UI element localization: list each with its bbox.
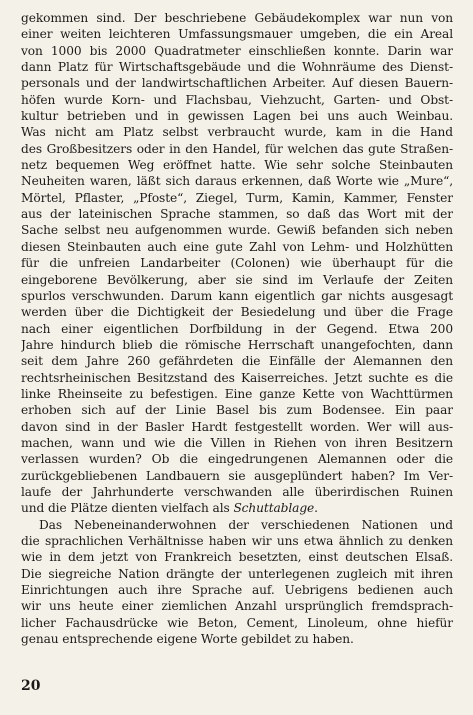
text-line: des Großbesitzers oder in den Handel, für welchen das gute Straßen-	[21, 141, 453, 156]
emphasized-term: Schuttablage	[233, 501, 315, 516]
text-line: dann Platz für Wirtschaftsgebäude und die Wohnräume des Dienst-	[21, 60, 453, 75]
text-line: Was nicht am Platz selbst verbraucht wurde, kam in die Hand	[21, 125, 453, 140]
text-line: Die siegreiche Nation drängte der unterlegenen zugleich mit ihren	[21, 566, 453, 581]
text-line: kultur betrieben und in gewissen Lagen bei uns auch Weinbau.	[21, 109, 453, 124]
text-line: Sache selbst neu aufgenommen wurde. Gewiß befanden sich neben	[21, 223, 453, 238]
text-line: personals und der landwirtschaftlichen Arbeiter. Auf diesen Bauern-	[21, 76, 453, 91]
text-line: rechtsrheinischen Besitzstand des Kaiserreiches. Jetzt suchte es die	[21, 370, 453, 385]
text-line: Jahre hindurch blieb die römische Herrschaft unangefochten, dann	[21, 337, 453, 352]
text-line: von 1000 bis 2000 Quadratmeter einschließen konnte. Darin war	[21, 43, 453, 58]
text-line: einer weiten leichteren Umfassungsmauer umgeben, die ein Areal	[21, 27, 453, 42]
paragraph-1	[21, 10, 453, 517]
text-line: eingeborene Bevölkerung, aber sie sind im Verlaufe der Zeiten	[21, 272, 453, 287]
text-line: wir uns heute einer ziemlichen Anzahl ursprünglich fremdsprach-	[21, 599, 453, 614]
text-line: die sprachlichen Verhältnisse haben wir uns etwa ähnlich zu denken	[21, 534, 453, 548]
text-line: erhoben sich auf der Linie Basel bis zum Bodensee. Ein paar	[21, 403, 453, 418]
text-line: wie in dem jetzt von Frankreich besetzten, einst deutschen Elsaß.	[21, 550, 453, 565]
text-line: aus der lateinischen Sprache stammen, so daß das Wort mit der	[21, 207, 453, 222]
text-line: licher Fachausdrücke wie Beton, Cement, Linoleum, ohne hiefür	[21, 615, 453, 630]
text-line: Mörtel, Pflaster, „Pfoste“, Ziegel, Turm, Kamin, Kammer, Fenster	[21, 190, 453, 205]
text-line: werden über die Dichtigkeit der Besiedelung und über die Frage	[21, 305, 453, 320]
text-line: nach einer eigentlichen Dorfbildung in der Gegend. Etwa 200	[21, 321, 453, 336]
line-suffix: .	[314, 501, 318, 516]
text-line: zurückgebliebenen Landbauern sie ausgeplündert haben? Im Ver-	[21, 468, 453, 483]
text-line: genau entsprechende eigene Worte gebildet zu haben.	[21, 632, 354, 647]
text-line: Neuheiten waren, läßt sich daraus erkennen, daß Worte wie „Mure“,	[21, 174, 453, 189]
paragraph-2	[21, 517, 453, 648]
text-line: verlassen wurden? Ob die eingedrungenen Alemannen oder die	[21, 452, 453, 467]
page-number: 20	[21, 678, 41, 694]
text-line: davon sind in der Basler Hardt festgestellt worden. Wer will aus-	[21, 419, 453, 434]
text-line: gekommen sind. Der beschriebene Gebäudekomplex war nun von	[21, 11, 453, 25]
text-line: für die unfreien Landarbeiter (Colonen) wie überhaupt für die	[21, 256, 453, 271]
text-line: linke Rheinseite zu befestigen. Eine ganze Kette von Wachttürmen	[21, 386, 453, 401]
body-text	[21, 10, 453, 647]
text-line: seit dem Jahre 260 gefährdeten die Einfälle der Alemannen den	[21, 354, 453, 369]
line-prefix: und die Plätze dienten vielfach als	[21, 501, 234, 516]
text-line: Das Nebeneinanderwohnen der verschiedenen Nationen und	[39, 517, 453, 532]
text-line: diesen Steinbauten auch eine gute Zahl von Lehm- und Holzhütten	[21, 239, 453, 254]
text-line: höfen wurde Korn- und Flachsbau, Viehzucht, Garten- und Obst-	[21, 92, 453, 107]
text-line: netz bequemen Weg eröffnet hatte. Wie sehr solche Steinbauten	[21, 158, 453, 173]
text-line: Einrichtungen auch ihre Sprache auf. Uebrigens bedienen auch	[21, 583, 453, 598]
text-line: laufe der Jahrhunderte verschwanden alle überirdischen Ruinen	[21, 484, 453, 499]
text-line: machen, wann und wie die Villen in Riehen von ihren Besitzern	[21, 435, 453, 450]
text-line: spurlos verschwunden. Darum kann eigentlich gar nichts ausgesagt	[21, 288, 453, 303]
text-line	[21, 500, 453, 516]
